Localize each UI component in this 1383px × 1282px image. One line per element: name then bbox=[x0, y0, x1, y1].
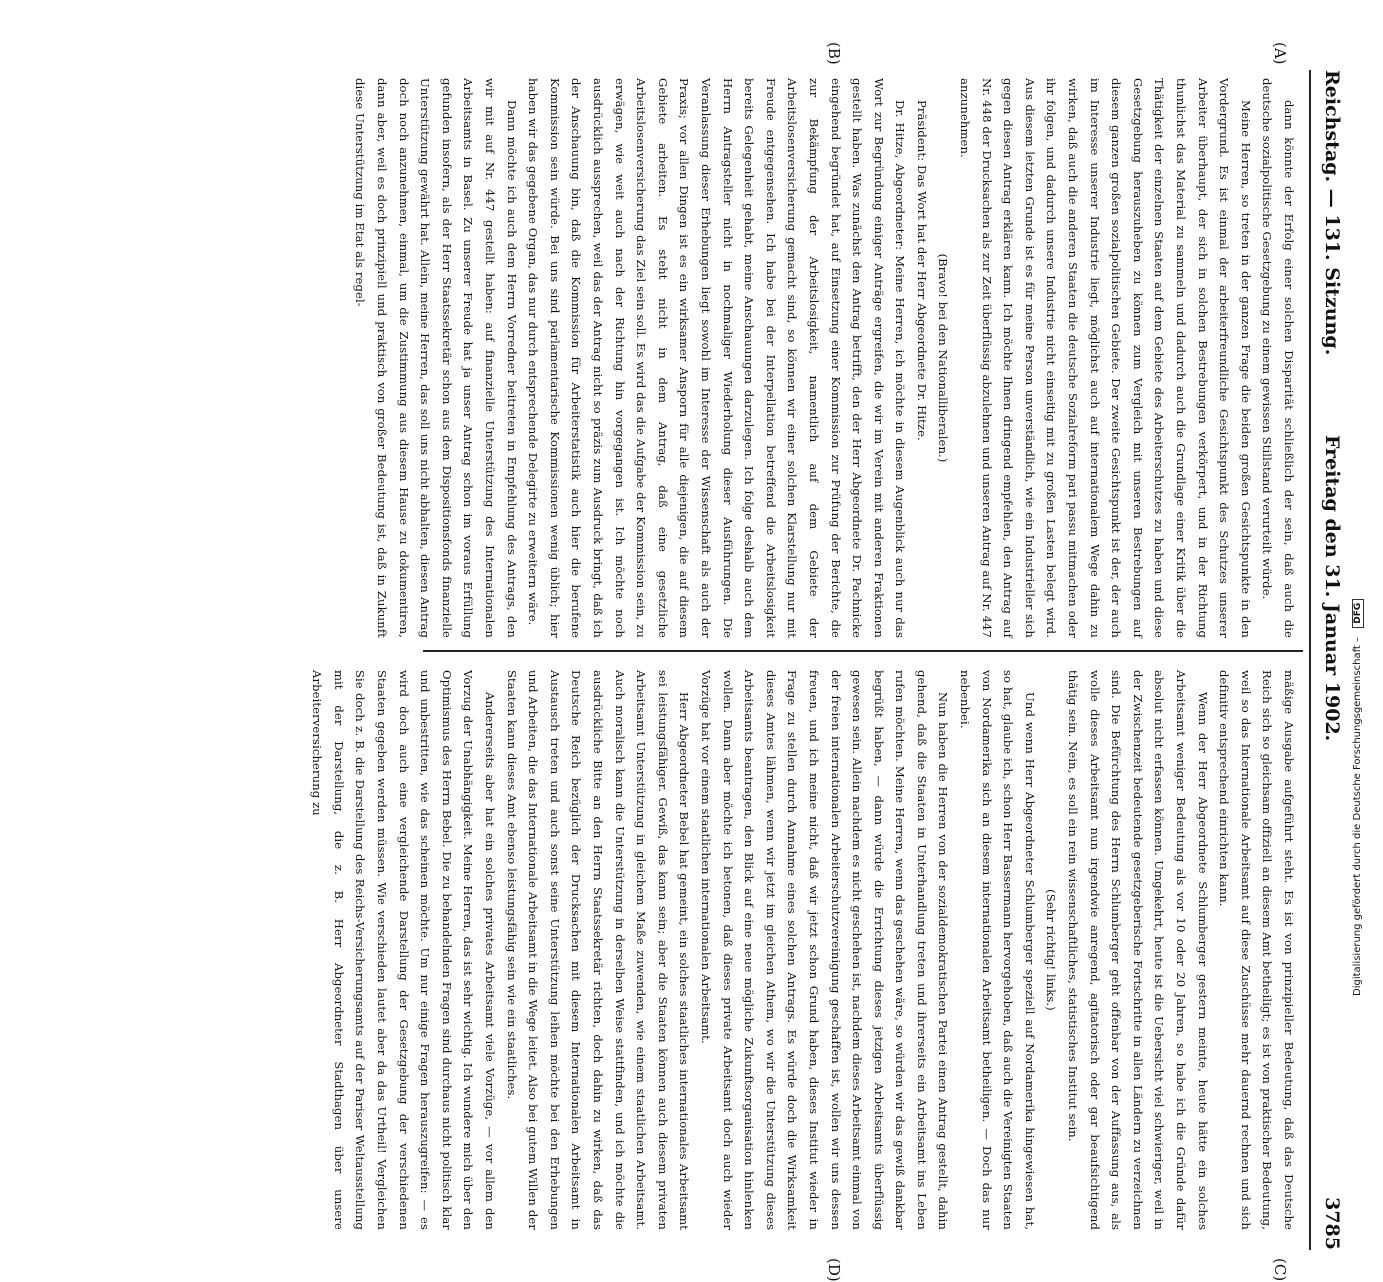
paragraph: Dr. Hitze, Abgeordneter: Meine Herren, ich möchte in diesem Augenblick auch nur das Wort zur Begründung einiger Anträge ergreifen, die wir im Verein mit anderen Fraktionen gestellt haben. Was zunächst den Antrag betrifft, den der Herr Abgeordnete Dr. Pachnicke eingehend begründet hat, auf Einsetzung einer Kommission zur Prüfung der Berichte, die zur Bekämpfung der Arbeitslosigkeit, namentlich auf dem Gebiete der Arbeitslosenversicherung gemacht sind, so können wir einer solchen Klarstellung nur mit Freude entgegensehen. Ich habe bei der Interpellation betreffend die Arbeitslosigkeit bereits Gelegenheit gehabt, meine Anschauungen darzulegen. Ich folge deshalb auch dem Herrn Antragsteller nicht in nochmaliger Wiederholung dieser Ausführungen. Die Veranlassung dieser Erhebungen liegt sowohl im Interesse der Wissenschaft als auch der Praxis; vor allen Dingen ist es ein wirksamer Ansporn für alle diejenigen, die auf diesem Gebiete arbeiten. Es steht nicht in dem Antrag, daß eine gesetzliche Arbeitslosenversicherung das Ziel sein soll. Es wird das die Aufgabe der Kommission sein, zu erwägen, wie weit auch nach der Richtung hin vorgegangen ist. Ich möchte noch ausdrücklich aussprechen, weil das der Antrag nicht so präzis zum Ausdruck bringt, daß ich der Anschauung bin, daß die Kommission für Arbeiterstatistik auch hier die berufene Kommission sein würde. Bei uns sind parlamentarische Kommissionen wenig üblich; hier haben wir das gegebene Organ, das nur durch entsprechende Delegirte zu erweitern wäre. bbox=[526, 78, 908, 638]
margin-mark-a: (A) bbox=[1271, 42, 1289, 65]
text-column-left bbox=[353, 78, 1299, 638]
page-number: 3785 bbox=[1321, 1197, 1343, 1250]
applause-note: (Bravo! bei den Nationalliberalen.) bbox=[936, 253, 951, 463]
page-header bbox=[1313, 70, 1349, 1250]
paragraph: Nun haben die Herren von der sozialdemokratischen Partei einen Antrag gestellt, dahin gehend, daß die Staaten in Unterhandlung treten und ihrerseits ein Arbeitsamt ins Leben rufen möchten. Meine Herren, wenn das geschehen wäre, so würden wir das gewiß dankbar begrüßt haben, — dann würde die Errichtung dieses jetzigen Arbeitsamts überflüssig gewesen sein. Allein nachdem es nicht geschehen ist, nachdem dieses Arbeitsamt einmal von der freien internationalen Arbeiterschutzvereinigung geschaffen ist, wollen wir uns dessen freuen, und ich meine nicht, daß wir jetzt schon Grund haben, dieses Institut wieder in Frage zu stellen durch Annahme eines solchen Antrags. Es würde doch die Wirksamkeit dieses Amtes lähmen, wenn wir jetzt im gleichen Athem, wo wir die Unterstützung dieses Arbeitsamts beantragen, den Blick auf eine neue mögliche Zukunftsorganisation hinlenken wollen. Dann aber möchte ich betonen, daß dieses private Arbeitsamt doch auch wieder Vorzüge hat vor einem staatlichen internationalen Arbeitsamt. bbox=[698, 670, 951, 1230]
header-left: Reichstag. — 131. Sitzung. bbox=[1321, 70, 1343, 356]
applause-note: (Sehr richtig! links.) bbox=[1044, 889, 1059, 1011]
paragraph: Präsident: Das Wort hat der Herr Abgeordnete Dr. Hitze. bbox=[914, 100, 929, 441]
paragraph: Meine Herren, so treten in der ganzen Frage die beiden großen Gesichtspunkte in den Vordergrund. Es ist einmal der arbeiterfreundliche Gesichtspunkt des Schutzes unserer Arbeiter überhaupt, der sich in solchen Bestrebungen verkörpert, und in der Richtung thunlichst das Material zu sammeln und dadurch auch die Grundlage einer Kritik über die Thätigkeit der einzelnen Staaten auf dem Gebiete des Arbeiterschutzes zu haben und diese Gesetzgebung herauszuheben zu können zum Vergleich mit unseren Bestrebungen auf diesem ganzen großen sozialpolitischen Gebiete. Der zweite Gesichtspunkt ist der, der auch im Interesse unserer Industrie liegt, möglichst auch auf internationalem Wege dahin zu wirken, daß auch die anderen Staaten die deutsche Sozialreform pari passu mitmachen oder ihr folgen, und dadurch unsere Industrie nicht einseitig mit zu großen Lasten belegt wird. Aus diesem letzten Grunde ist es für meine Person unverständlich, wie ein Industrieller sich gegen diesen Antrag erklären kann. Ich möchte Ihnen dringend empfehlen, den Antrag auf Nr. 448 der Drucksachen als zur Zeit überflüssig abzulehnen und unseren Antrag auf Nr. 447 anzunehmen. bbox=[958, 78, 1253, 638]
paragraph: Und wenn Herr Abgeordneter Schlumberger speziell auf Nordamerika hingewiesen hat, so hat, glaube ich, schon Herr Bassermann hervorgehoben, daß auch die Vereinigten Staaten von Nordamerika sich an diesem internationalen Arbeitsamt betheiligen. — Doch das nur nebenbei. bbox=[958, 670, 1037, 1230]
header-date: Freitag den 31. Januar 1902. bbox=[1321, 435, 1343, 742]
margin-mark-b: (B) bbox=[825, 42, 843, 65]
margin-mark-c: (C) bbox=[1271, 1258, 1289, 1282]
paragraph: mäßige Ausgabe aufgeführt steht. Es ist von prinzipieller Bedeutung, daß das Deutsche Reich sich so gleichsam offiziell an diesem Amt betheiligt; es ist von praktischer Bedeutung, weil so das Internationale Arbeitsamt auf diese Zuschüsse mehr dauernd rechnen und sich definitiv entsprechend einrichten kann. bbox=[1217, 670, 1296, 1230]
paragraph: dann könnte der Erfolg einer solchen Disparität schließlich der sein, daß auch die deutsche sozialpolitische Gesetzgebung zu einem gewissen Stillstand verurteilt würde. bbox=[1260, 78, 1296, 638]
text-column-right bbox=[310, 670, 1299, 1230]
column-divider bbox=[423, 650, 1303, 652]
paragraph: Wenn der Herr Abgeordnete Schlumberger gestern meinte, heute hätte ein solches Arbeitsamt weniger Bedeutung als vor 10 oder 20 Jahren, so habe ich die Gründe dafür absolut nicht erfassen können. Umgekehrt, heute ist die Uebersicht viel schwieriger, weil in der Zwischenzeit bedeutende gesetzgeberische Fortschritte in allen Ländern zu verzeichnen sind. Die Befürchtung des Herrn Schlumberger geht offenbar von der Auffassung aus, als wolle dieses Arbeitsamt nun irgendwie anregend, agitatorisch oder gar beaufsichtigend thätig sein. Nein, es soll ein rein wissenschaftliches, statistisches Institut sein. bbox=[1066, 670, 1210, 1230]
margin-mark-d: (D) bbox=[825, 1258, 843, 1282]
paragraph: Andererseits aber hat ein solches privates Arbeitsamt viele Vorzüge, — vor allem den Vorzug der Unabhängigkeit. Meine Herren, das ist sehr wichtig. Ich wundere mich über den Optimismus des Herrn Bebel. Die zu behandelnden Fragen sind durchaus nicht politisch klar und unbestritten, wie das scheinen möchte. Um nur einige Fragen herauszugreifen: — es wird doch auch eine vergleichende Darstellung der Gesetzgebung der verschiedenen Staaten gegeben werden müssen. Wie verschieden lautet aber da das Urtheil! Vergleichen Sie doch z. B. die Darstellung des Reichs-Versicherungsamts auf der Pariser Weltausstellung mit der Darstellung, die z. B. Herr Abgeordneter Stadthagen über unsere Arbeiterversicherung zu bbox=[310, 670, 498, 1230]
header-rule bbox=[1309, 70, 1311, 1250]
dfg-logo: DFG bbox=[1352, 599, 1364, 628]
credit-text: Digitalisierung gefördert durch die Deutsche Forschungsgemeinschaft – bbox=[1352, 636, 1363, 996]
digitization-credit bbox=[1352, 0, 1374, 996]
paragraph: Dann möchte ich auch dem Herrn Vorredner beitreten in Empfehlung des Antrags, den wir mit auf Nr. 447 gestellt haben: auf finanzielle Unterstützung des Internationalen Arbeitsamts in Basel. Zu unserer Freude hat ja unser Antrag schon im voraus Erfüllung gefunden insofern, als der Herr Staatssekretär schon aus dem Dispositionsfonds finanzielle Unterstützung gewährt hat. Allein, meine Herren, das soll uns nicht abhalten, diesen Antrag doch noch anzunehmen, einmal, um die Zustimmung aus diesem Hause zu dokumentiren, dann aber, weil es doch prinzipiell und praktisch von großer Bedeutung ist, daß in Zukunft diese Unterstützung im Etat als regel- bbox=[353, 78, 519, 638]
paragraph: Herr Abgeordneter Bebel hat gemeint, ein solches staatliches internationales Arbeitsamt sei leistungsfähiger. Gewiß, das kann sein; aber die Staaten können auch diesem privaten Arbeitsamt Unterstützung in gleichem Maße zuwenden, wie einem staatlichen Arbeitsamt. Auch moralisch kann die Unterstützung in derselben Weise stattfinden, und ich möchte die ausdrückliche Bitte an den Herrn Staatssekretär richten, doch dahin zu wirken, daß das Deutsche Reich bezüglich der Drucksachen mit diesem Internationalen Arbeitsamt in Austausch treten und auch sonst seine Unterstützung leihen möchte bei den Erhebungen und Arbeiten, die das Internationale Arbeitsamt in die Wege leitet. Also bei gutem Willen der Staaten kann dieses Amt ebenso leistungsfähig sein wie ein staatliches. bbox=[504, 670, 692, 1230]
